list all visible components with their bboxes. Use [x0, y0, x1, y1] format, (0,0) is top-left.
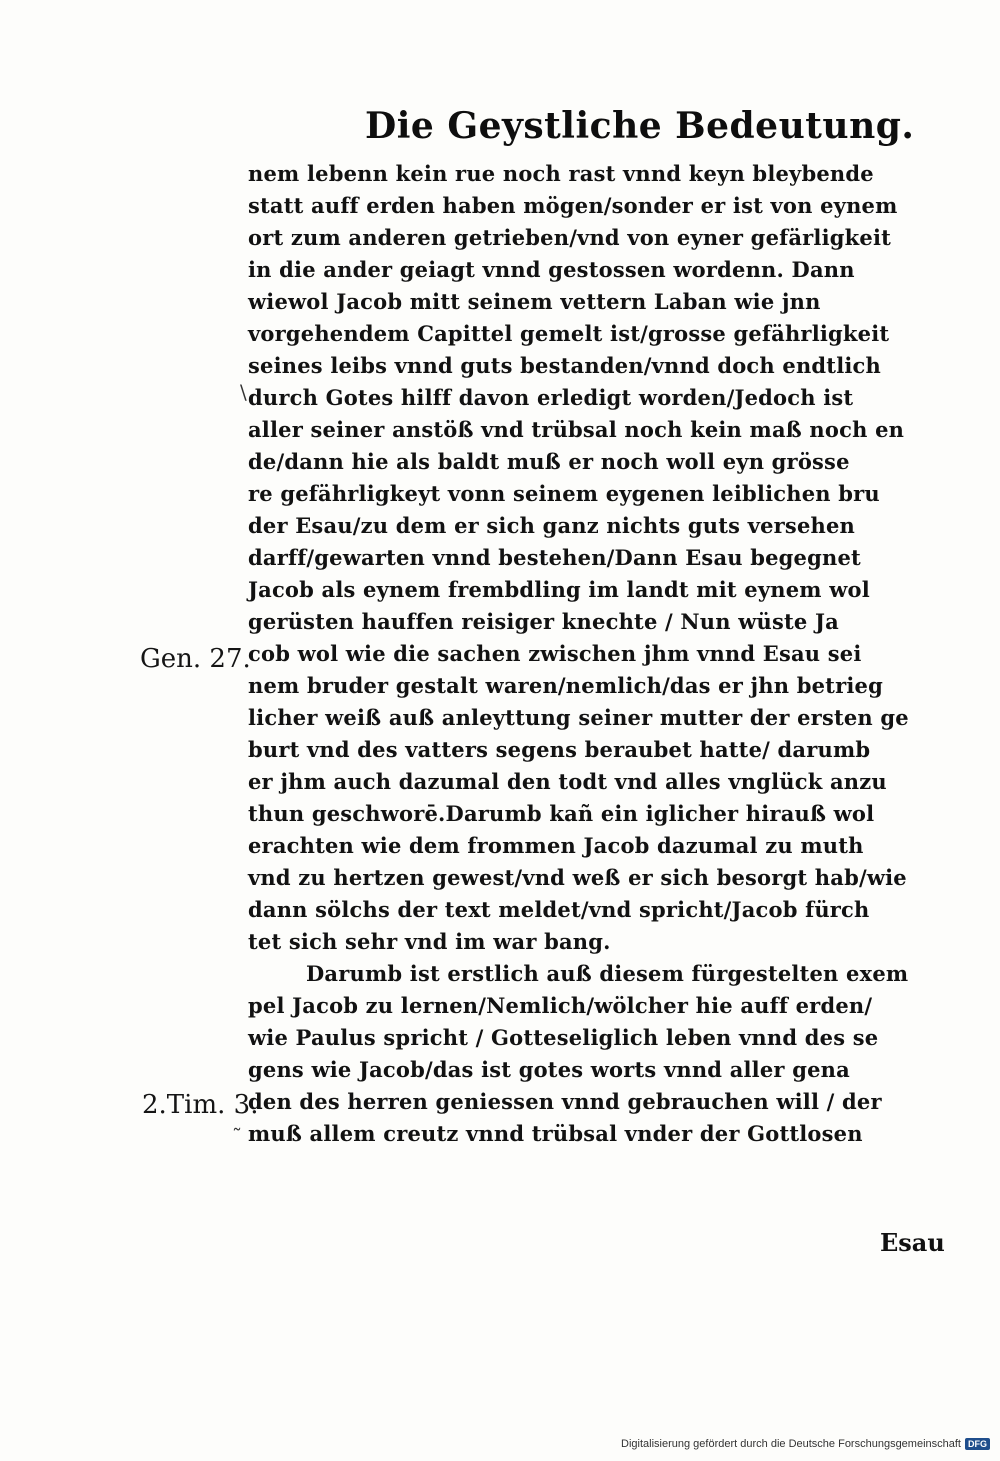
- text-line: re gefährligkeyt vonn seinem eygenen leiblichen bru: [248, 481, 880, 506]
- text-line: Jacob als eynem frembdling im landt mit eynem wol: [248, 577, 870, 602]
- text-line: licher weiß auß anleyttung seiner mutter der ersten ge: [248, 705, 909, 730]
- body-text: [248, 158, 960, 1150]
- text-line: er jhm auch dazumal den todt vnd alles vnglück anzu: [248, 769, 887, 794]
- text-line: erachten wie dem frommen Jacob dazumal zu muth: [248, 833, 864, 858]
- text-line: darff/gewarten vnnd bestehen/Dann Esau begegnet: [248, 545, 861, 570]
- page-header: Die Geystliche Bedeutung.: [365, 105, 915, 147]
- text-line: nem bruder gestalt waren/nemlich/das er jhn betrieg: [248, 673, 883, 698]
- text-line: muß allem creutz vnnd trübsal vnder der Gottlosen: [248, 1121, 863, 1146]
- text-line: pel Jacob zu lernen/Nemlich/wölcher hie auff erden/: [248, 993, 873, 1018]
- text-line: gens wie Jacob/das ist gotes worts vnnd aller gena: [248, 1057, 850, 1082]
- text-line: der Esau/zu dem er sich ganz nichts guts versehen: [248, 513, 855, 538]
- text-line: in die ander geiagt vnnd gestossen wordenn. Dann: [248, 257, 855, 282]
- text-line: de/dann hie als baldt muß er noch woll eyn grösse: [248, 449, 850, 474]
- text-line: statt auff erden haben mögen/sonder er ist von eynem: [248, 193, 898, 218]
- text-line: cob wol wie die sachen zwischen jhm vnnd Esau sei: [248, 641, 862, 666]
- text-line: thun geschworē.Darumb kañ ein iglicher hirauß wol: [248, 801, 875, 826]
- text-line: vnd zu hertzen gewest/vnd weß er sich besorgt hab/wie: [248, 865, 907, 890]
- text-line: dann sölchs der text meldet/vnd spricht/Jacob fürch: [248, 897, 870, 922]
- text-line: nem lebenn kein rue noch rast vnnd keyn bleybende: [248, 161, 874, 186]
- text-line: den des herren geniessen vnnd gebrauchen will / der: [248, 1089, 882, 1114]
- text-line: wie Paulus spricht / Gotteseliglich leben vnnd des se: [248, 1025, 879, 1050]
- catchword: Esau: [880, 1228, 945, 1257]
- text-line: ort zum anderen getrieben/vnd von eyner gefärligkeit: [248, 225, 892, 250]
- text-line: gerüsten hauffen reisiger knechte / Nun wüste Ja: [248, 609, 839, 634]
- text-line: tet sich sehr vnd im war bang.: [248, 929, 611, 954]
- text-line: burt vnd des vatters segens beraubet hatte/ darumb: [248, 737, 871, 762]
- text-line: aller seiner anstöß vnd trübsal noch kein maß noch en: [248, 417, 905, 442]
- text-line: durch Gotes hilff davon erledigt worden/Jedoch ist: [248, 385, 854, 410]
- text-line: seines leibs vnnd guts bestanden/vnnd doch endtlich: [248, 353, 882, 378]
- digitization-footer: [621, 1438, 990, 1450]
- footer-text: Digitalisierung gefördert durch die Deutsche Forschungsgemeinschaft: [621, 1438, 961, 1450]
- text-line: vorgehendem Capittel gemelt ist/grosse gefährligkeit: [248, 321, 890, 346]
- margin-mark: ˜: [232, 1124, 242, 1148]
- margin-mark: \: [240, 380, 247, 404]
- margin-note-tim: 2.Tim. 3.: [142, 1090, 259, 1120]
- text-line: wiewol Jacob mitt seinem vettern Laban wie jnn: [248, 289, 821, 314]
- dfg-logo-icon: DFG: [965, 1438, 990, 1450]
- text-line: Darumb ist erstlich auß diesem fürgestelten exem: [306, 961, 909, 986]
- margin-note-gen: Gen. 27.: [140, 644, 251, 674]
